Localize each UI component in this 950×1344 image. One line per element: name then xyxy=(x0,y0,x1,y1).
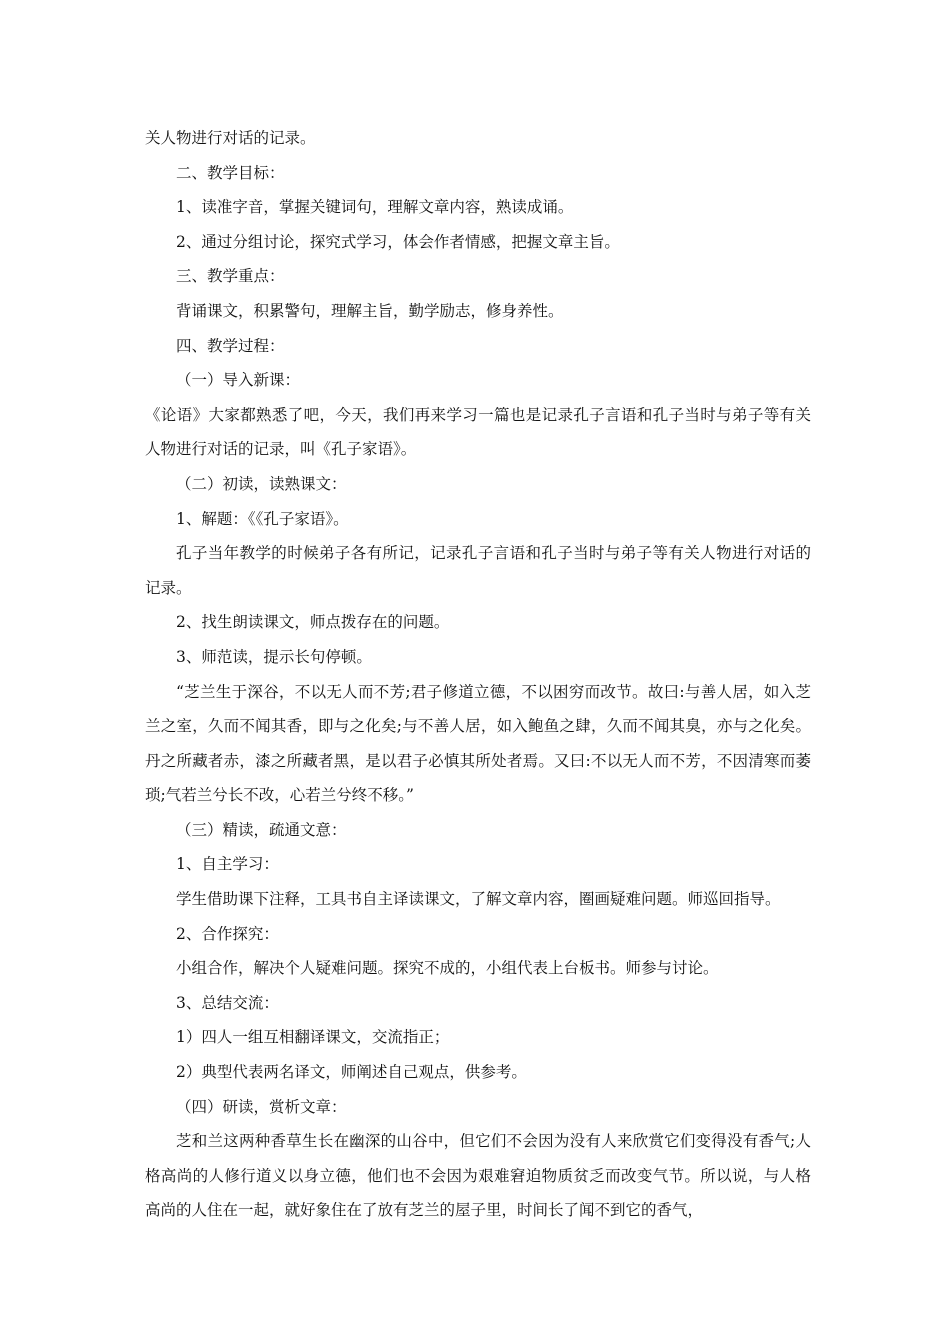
self-study-heading: 1、自主学习： xyxy=(176,855,279,874)
step-close-read-heading: （三）精读，疏通文意： xyxy=(176,820,347,839)
classical-passage: “芝兰生于深谷，不以无人而不芳;君子修道立德，不以困穷而改节。故曰:与善人居，如入芝兰之室，久而不闻其香，即与之化矣;与不善人居，如入鲍鱼之肆，久而不闻其臭，亦与之化矣。丹之所藏者赤，漆之所藏者黑，是以君子必慎其所处者焉。又曰:不以无人而不芳，不因清寒而萎琐;气若兰兮长不改，心若兰兮终不移。” xyxy=(145,682,811,805)
self-study-text: 学生借助课下注释，工具书自主译读课文，了解文章内容，圈画疑难问题。师巡回指导。 xyxy=(176,890,781,909)
analysis-text: 芝和兰这两种香草生长在幽深的山谷中，但它们不会因为没有人来欣赏它们变得没有香气;人格高尚的人修行道义以身立德，他们也不会因为艰难窘迫物质贫乏而改变气节。所以说，与人格高尚的人住在一起，就好象住在了放有芝兰的屋子里，时间长了闻不到它的香气， xyxy=(145,1132,811,1220)
step-intro-text: 《论语》大家都熟悉了吧，今天，我们再来学习一篇也是记录孔子言语和孔子当时与弟子等有关人物进行对话的记录，叫《孔子家语》。 xyxy=(145,405,811,459)
summary-heading: 3、总结交流： xyxy=(176,993,279,1012)
model-reading-item: 3、师范读，提示长句停顿。 xyxy=(176,647,372,666)
summary-item-1: 1）四人一组互相翻译课文，交流指正； xyxy=(176,1028,450,1047)
document-body xyxy=(145,121,811,1228)
read-aloud-item: 2、找生朗读课文，师点拨存在的问题。 xyxy=(176,613,450,632)
heading-teaching-focus: 三、教学重点： xyxy=(176,267,285,286)
title-explanation-text: 孔子当年教学的时候弟子各有所记，记录孔子言语和孔子当时与弟子等有关人物进行对话的记录。 xyxy=(145,544,811,597)
goal-item-2: 2、通过分组讨论，探究式学习，体会作者情感，把握文章主旨。 xyxy=(176,232,620,251)
step-study-heading: （四）研读，赏析文章： xyxy=(176,1097,347,1116)
heading-teaching-goals: 二、教学目标： xyxy=(176,163,285,182)
summary-item-2: 2）典型代表两名译文，师阐述自己观点，供参考。 xyxy=(176,1063,527,1082)
paragraph-continued: 关人物进行对话的记录。 xyxy=(145,129,316,147)
goal-item-1: 1、读准字音，掌握关键词句，理解文章内容，熟读成诵。 xyxy=(176,198,574,217)
heading-teaching-process: 四、教学过程： xyxy=(176,336,285,355)
focus-text: 背诵课文，积累警句，理解主旨，勤学励志，修身养性。 xyxy=(176,301,564,320)
title-explanation: 1、解题：《《孔子家语》。 xyxy=(176,509,349,528)
step-intro-heading: （一）导入新课： xyxy=(176,371,301,390)
step-first-read-heading: （二）初读，读熟课文： xyxy=(176,474,347,493)
cooperation-heading: 2、合作探究： xyxy=(176,924,279,943)
cooperation-text: 小组合作，解决个人疑难问题。探究不成的，小组代表上台板书。师参与讨论。 xyxy=(176,959,719,978)
